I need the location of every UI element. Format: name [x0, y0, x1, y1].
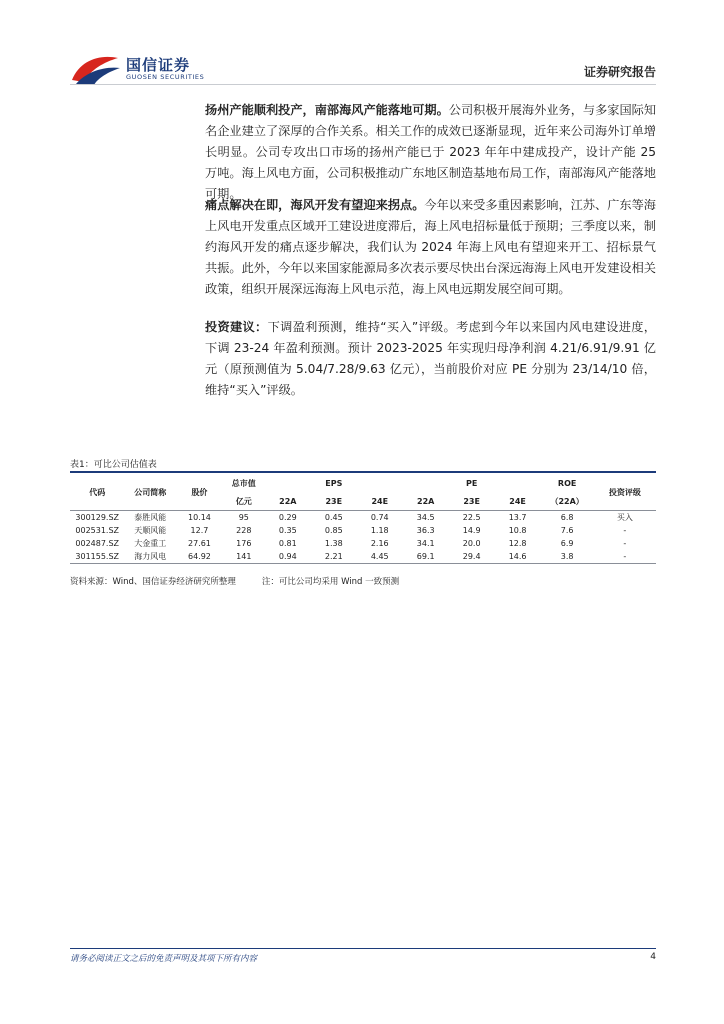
paragraph-yangzhou-capacity — [205, 100, 656, 205]
paragraph-lead: 扬州产能顺利投产，南部海风产能落地可期。 — [205, 103, 449, 117]
cell-eps-22a: 0.35 — [278, 526, 297, 535]
cell-code: 300129.SZ — [70, 511, 124, 525]
paragraph-lead: 痛点解决在即，海风开发有望迎来拐点。 — [205, 198, 425, 212]
paragraph-text: 公司积极开展海外业务，与多家国际知名企业建立了深厚的合作关系。相关工作的成效已逐渐显现，近年来公司海外订单增长明显。公司专攻出口市场的扬州产能已于 2023 年年中建成投产，设计产能 25 万吨。海上风电方面，公司积极推动广东地区制造基地布局工作，南部海风产能落地可期。 — [205, 103, 657, 201]
cell-eps-23e: 0.45 — [311, 511, 357, 525]
cell-pe-23e: 14.9 — [462, 526, 481, 535]
header-pe-24e: 24E — [509, 496, 526, 506]
cell-eps-23e: 2.21 — [311, 550, 357, 564]
cell-name: 大金重工 — [134, 539, 167, 548]
header-pe: PE — [465, 478, 478, 488]
cell-pe-24e: 12.8 — [508, 539, 527, 548]
header-name: 公司简称 — [134, 487, 167, 497]
table-row — [70, 511, 656, 525]
cell-pe-24e: 10.8 — [508, 526, 527, 535]
cell-mcap: 176 — [236, 539, 252, 548]
footer-divider — [70, 948, 656, 949]
cell-rating: - — [594, 550, 656, 564]
cell-mcap: 95 — [223, 511, 265, 525]
cell-price: 12.7 — [190, 526, 209, 535]
paragraph-text: 今年以来受多重因素影响，江苏、广东等海上风电开发重点区域开工建设进度滞后，海上风电招标量低于预期；三季度以来，制约海风开发的痛点逐步解决，我们认为 2024 年海上风电有望迎来开工、招标景气共振。此外，今年以来国家能源局多次表示要尽快出台深远海海上风电开发建设相关政策，组织开展深远海海上风电示范，海上风电远期发展空间可期。 — [205, 198, 656, 296]
header-mcap-unit: 亿元 — [235, 496, 252, 506]
table-source — [70, 575, 399, 587]
header-divider — [70, 84, 656, 85]
header-pe-22a: 22A — [417, 496, 435, 506]
cell-eps-23e: 0.85 — [324, 526, 343, 535]
cell-eps-22a: 0.29 — [265, 511, 311, 525]
table-row — [70, 550, 656, 564]
paragraph-text: 下调盈利预测，维持“买入”评级。考虑到今年以来国内风电建设进度，下调 23-24 年盈利预测。预计 2023-2025 年实现归母净利润 4.21/6.91/9.91 亿元（原预测值为 5.04/7.28/9.63 亿元），当前股价对应 PE 分别为 23/14/10 倍，维持“买入”评级。 — [205, 320, 656, 397]
header-roe: ROE — [557, 478, 577, 488]
cell-price: 27.61 — [187, 539, 211, 548]
cell-code: 002531.SZ — [75, 526, 120, 535]
table-top-rule — [70, 471, 656, 473]
paragraph-lead: 投资建议： — [205, 320, 268, 334]
page-header — [0, 0, 724, 90]
header-eps: EPS — [325, 478, 343, 488]
header-eps-23e: 23E — [325, 496, 343, 506]
cell-name: 海力风电 — [124, 550, 176, 564]
logo-text-en: GUOSEN SECURITIES — [126, 73, 205, 81]
header-code: 代码 — [89, 487, 106, 497]
cell-roe: 6.9 — [560, 539, 574, 548]
guosen-logo-mark — [70, 52, 122, 86]
cell-roe: 7.6 — [560, 526, 574, 535]
cell-mcap: 141 — [223, 550, 265, 564]
cell-roe: 3.8 — [541, 550, 594, 564]
cell-pe-22a: 36.3 — [416, 526, 435, 535]
cell-code: 301155.SZ — [70, 550, 124, 564]
cell-pe-24e: 14.6 — [495, 550, 541, 564]
cell-price: 64.92 — [176, 550, 223, 564]
header-roe-year: （22A） — [550, 496, 584, 506]
cell-eps-22a: 0.81 — [278, 539, 297, 548]
table-caption: 表1：可比公司估值表 — [70, 460, 157, 470]
cell-eps-24e: 4.45 — [357, 550, 403, 564]
cell-pe-22a: 69.1 — [403, 550, 449, 564]
page-number: 4 — [650, 952, 656, 962]
table-row — [70, 537, 656, 550]
cell-eps-24e: 0.74 — [357, 511, 403, 525]
cell-name: 天顺风能 — [134, 526, 167, 535]
cell-pe-22a: 34.5 — [403, 511, 449, 525]
header-price: 股价 — [191, 487, 208, 497]
header-rating: 投资评级 — [608, 487, 641, 497]
cell-pe-23e: 22.5 — [449, 511, 495, 525]
logo-text-cn: 国信证券 — [126, 56, 191, 74]
guosen-logo — [70, 52, 230, 86]
disclaimer-text: 请务必阅读正文之后的免责声明及其项下所有内容 — [70, 954, 258, 964]
cell-eps-24e: 2.16 — [370, 539, 389, 548]
report-type-label: 证券研究报告 — [583, 65, 656, 79]
cell-pe-22a: 34.1 — [416, 539, 435, 548]
cell-code: 002487.SZ — [75, 539, 120, 548]
cell-roe: 6.8 — [541, 511, 594, 525]
cell-mcap: 228 — [236, 526, 252, 535]
header-eps-22a: 22A — [279, 496, 297, 506]
paragraph-investment-advice — [205, 317, 656, 401]
header-eps-24e: 24E — [371, 496, 389, 506]
cell-eps-22a: 0.94 — [265, 550, 311, 564]
cell-rating: 买入 — [594, 511, 656, 525]
cell-rating: - — [623, 539, 627, 548]
source-text: 资料来源：Wind、国信证券经济研究所整理 — [70, 577, 236, 587]
cell-pe-23e: 20.0 — [462, 539, 481, 548]
cell-pe-24e: 13.7 — [495, 511, 541, 525]
cell-price: 10.14 — [176, 511, 223, 525]
header-mcap: 总市值 — [231, 478, 256, 488]
cell-rating: - — [623, 526, 627, 535]
header-pe-23e: 23E — [463, 496, 480, 506]
cell-pe-23e: 29.4 — [449, 550, 495, 564]
cell-eps-24e: 1.18 — [370, 526, 389, 535]
cell-name: 泰胜风能 — [124, 511, 176, 525]
paragraph-offshore-wind-turning-point — [205, 195, 656, 300]
cell-eps-23e: 1.38 — [324, 539, 343, 548]
valuation-table — [70, 474, 656, 564]
source-note: 注：可比公司均采用 Wind 一致预测 — [261, 577, 400, 587]
table-row — [70, 524, 656, 537]
